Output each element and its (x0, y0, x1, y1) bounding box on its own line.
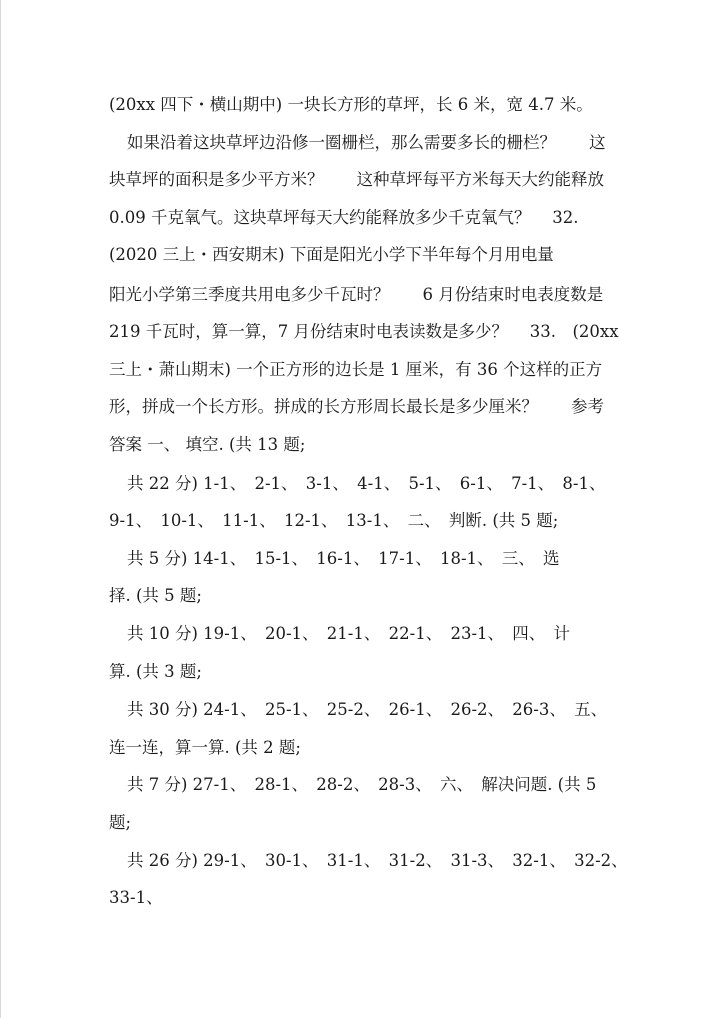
text-line: 答案 一、 填空. (共 13 题; (109, 435, 306, 454)
text-line: 0.09 千克氧气。这块草坪每天大约能释放多少千克氧气？ 32. (109, 208, 579, 227)
text-line: (2020 三上・西安期末) 下面是阳光小学下半年每个月用电量 (109, 245, 554, 264)
page-edge (0, 0, 1, 1018)
text-line: 共 5 分) 14-1、 15-1、 16-1、 17-1、 18-1、 三、 选 (127, 549, 560, 568)
text-line: 块草坪的面积是多少平方米？ 这种草坪每平方米每天大约能释放 (109, 170, 604, 189)
text-line: 33-1、 (109, 888, 163, 907)
text-line: 三上・萧山期末) 一个正方形的边长是 1 厘米，有 36 个这样的正方 (109, 360, 603, 379)
text-line: 共 30 分) 24-1、 25-1、 25-2、 26-1、 26-2、 26-3、 五、 (127, 700, 608, 719)
text-line: 共 7 分) 27-1、 28-1、 28-2、 28-3、 六、 解决问题. (共 5 (127, 775, 597, 794)
text-line: 共 10 分) 19-1、 20-1、 21-1、 22-1、 23-1、 四、 计 (127, 624, 571, 643)
text-line: 共 22 分) 1-1、 2-1、 3-1、 4-1、 5-1、 6-1、 7-1、 8-1、 (127, 474, 606, 493)
text-line: 择. (共 5 题; (109, 586, 202, 605)
text-line: 共 26 分) 29-1、 30-1、 31-1、 31-2、 31-3、 32-1、 32-2、 (127, 851, 628, 870)
text-line: 阳光小学第三季度共用电多少千瓦时？ 6 月份结束时电表度数是 (109, 285, 604, 304)
text-line: 算. (共 3 题; (109, 662, 202, 681)
text-line: 9-1、 10-1、 11-1、 12-1、 13-1、 二、 判断. (共 5 题; (109, 511, 559, 530)
text-line: 题; (109, 813, 132, 832)
text-line: 219 千瓦时，算一算，7 月份结束时电表读数是多少？ 33. (20xx (109, 322, 619, 341)
text-line: 如果沿着这块草坪边沿修一圈栅栏，那么需要多长的栅栏？ 这 (127, 133, 606, 152)
text-line: 连一连，算一算. (共 2 题; (109, 738, 301, 757)
text-line: 形，拼成一个长方形。拼成的长方形周长最长是多少厘米？ 参考 (109, 397, 604, 416)
text-line: (20xx 四下・横山期中) 一块长方形的草坪，长 6 米，宽 4.7 米。 (109, 95, 593, 114)
